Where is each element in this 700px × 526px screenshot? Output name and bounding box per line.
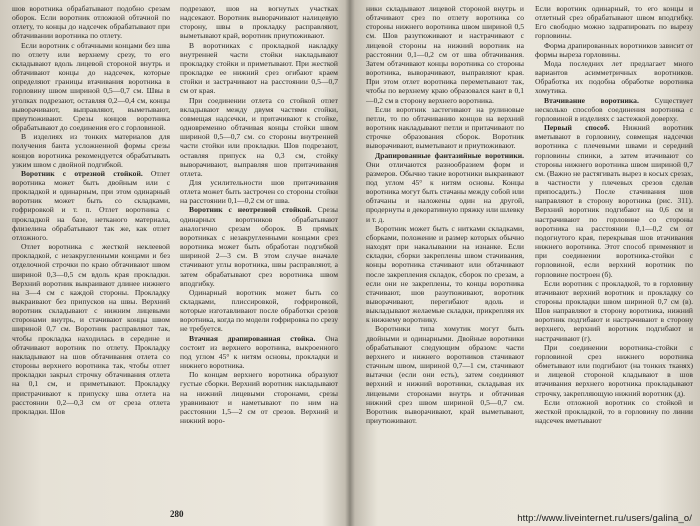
section-heading: Втачная драпированная стойка. xyxy=(189,333,316,343)
paragraph-text: Срезы одинарных воротников обрабатывают аналогично срезам оборок. В прямых воротниках с незакругленными концами срез воротника может быть обработан подгибкой шириной 2—3 см. В этом случае вначале стачивают углы воротника, швы расправляют, а затем обрабатывают срез воротника швом вподгибку. xyxy=(180,205,338,288)
paragraph: Если воротник с прокладкой, то в горловину втачивают верхний воротник и прокладку со стороны прокладки швом шириной 0,7 см (в). Шов направляют в сторону воротника, нижний воротник подгибают и настрачивают в сторону верхнего, верхний воротник подгибают и настрачивают (г). xyxy=(535,278,693,343)
source-watermark: http://www.liveinternet.ru/users/galina_o/ xyxy=(517,513,692,524)
paragraph: подрезают, шов на вогнутых участках надсекают. Воротник выворачивают налицевую сторону, швы в прокладку расправляют, выметывают край, воротник приутюживают. xyxy=(180,4,338,41)
paragraph xyxy=(535,96,693,123)
section-heading: Воротник с отрезной стойкой. xyxy=(21,168,143,178)
section-heading: Воротник с неотрезной стойкой. xyxy=(189,205,312,215)
paragraph xyxy=(366,151,524,224)
right-page-column-2 xyxy=(535,4,693,510)
paragraph: В изделиях из тонких материалов для получения банта усложненной формы срезы концов воротника рекомендуется обрабатывать узким швом с двойной подгибкой. xyxy=(12,132,170,169)
paragraph: Отлет воротника с жесткой неклеевой прокладкой, с незакругленными концами и без отделочной строчки по краю обтачивают швом шириной 0,3—0,5 см вдоль края прокладки. Верхний воротник выкраивают длинее нижнего на 3—4 см с каждой стороны. Прокладку выкраивают без припусков на швы. Верхний воротник складывают с нижним лицевыми сторонами внутрь, и стачивают концы швом шириной 0,7 см. Воротник расправляют так, чтобы прокладка находилась в середине и обтачивают воротник по отлету. Прокладку накладывают на шов обтачивания отлета со стороны верхнего воротника так, чтобы отлет прокладки закрыл строчку обтачивания отлета на 0,1 см, и приметывают. Прокладку пристрачивают к припуску шва отлета на расстоянии 0,2—0,3 см от среза отлета прокладки. Шов xyxy=(12,242,170,416)
paragraph-text: Существует несколько способов соединения воротника с горловиной в изделиях с застежкой доверху. xyxy=(535,95,693,123)
paragraph: При соединении воротника-стойки с горловиной срез нижнего воротника обметывают или подгибают (на тонких тканях) и лицевой стороной кладывают в шов втачивания верхнего воротника прокладывают строчку, закрепляющую нижний воротник (д). xyxy=(535,342,693,398)
paragraph: По концам верхнего воротника образуют густые сборки. Верхний воротник накладывают на нижний лицевыми сторонами, срезы уравнивают и наметывают по ним на расстоянии 1,5—2 см от срезов. Верхний и нижний воро- xyxy=(180,370,338,426)
left-page xyxy=(0,0,348,526)
paragraph: Если воротник с обтачными концами без шва по отлету или верхнему срезу, то его складывают вдоль лицевой стороной внутрь и обтачивают концы до надсечек, которые определяют границы втачивания воротника в горловину швом шириной 0,5—0,7 см. Швы в уголках подрезают, оставляя 0,2—0,4 см, концы выворачивают, выправляют, выметывают, приутюживают. Срезы концов воротника обрабатывают до соединения его с горловиной. xyxy=(12,40,170,133)
paragraph: Для усилительности шов притачивания отлета может быть застрочен со стороны стойки на расстоянии 0,1—0,2 см от шва. xyxy=(180,177,338,206)
paragraph: ники складывают лицевой стороной внутрь и обтачивают срез по отлету воротника со стороны нижнего воротника швом шириной 0,5 см. Шов разутюживают и настрачивают с лицевой стороны на нижний воротник на расстоянии 0,1—0,2 см от шва обтачивания. Затем обтачивают концы воротника со стороны воротника, выворачивают, выправляют края. При этом отлет воротника переметывают так, чтобы по верхнему краю образовался кант в 0,1—0,2 см в сторону верхнего воротника. xyxy=(366,4,524,105)
paragraph-text: Она состоит из верхнего воротника, выкроенного под углом 45° к нитям основы, прокладки и нижнего воротника. xyxy=(180,333,338,371)
paragraph: Если воротник одинарный, то его концы и отлетный срез обрабатывают швом вподгибку. Его свободно можно задрапировать по вырезу горловины. xyxy=(535,4,693,41)
paragraph xyxy=(180,334,338,371)
section-heading: Втачивание воротника. xyxy=(544,95,639,105)
page-number: 280 xyxy=(170,509,184,519)
paragraph-text: Отлет воротника может быть двойным или с прокладкой и одинарным, при этом одинарный воротник может быть со складками, гофрировкой и т. п. Отлет воротника с прокладкой на базе, нетканого материала, флизелина обрабатывают так же, как отлет отложного. xyxy=(12,168,170,242)
paragraph: Воротники типа хомутик могут быть двойными и одинарными. Двойные воротники обрабатывают следующим образом: части верхнего и нижнего воротников стачивают стачным швом, шириной 0,7—1 см, стачивают вытачки (если они есть), затем соединяют верхний и нижний воротники, складывая их лицевыми сторонами внутрь и обтачивая нижний срез швом шириной 0,5—0,7 см. Воротник выворачивают, край выметывают, приутюживают. xyxy=(366,324,524,426)
right-page-column-1 xyxy=(366,4,524,510)
paragraph-text: Они отличаются разнообразием форм и размеров. Обычно такие воротники выкраивают под углом 45° к нитям основы. Концы воротника могут быть стачаны между собой или обтачаны и наложены один на другой, продернуты в декоративную пряжку или шлевку и т. д. xyxy=(366,159,524,224)
left-page-column-1 xyxy=(12,4,170,510)
paragraph: шов воротника обрабатывают подобно срезам оборок. Если воротник отложной обтачной по отлету, то концы до надсечек обрабатывают при обтачивании воротника по отлету. xyxy=(12,4,170,41)
paragraph: Если отложной воротник со стойкой и жесткой прокладкой, то в горловину по линии надсечек вметывают xyxy=(535,397,693,426)
paragraph-text: Нижний воротник вметывают в горловину, совмещая надсечки воротника с плечевыми швами и середний горловины спинки, а затем втачивают со стороны нижнего воротника швом шириной 0,7 см. (Важно не растягивать вырез в косых срезах, в частности у плечевых срезов сделав припосадить.) После стачивания шов направляют в сторону воротника (рис. 311). Верхний воротник подгибают на 0,6 см и настрачивают по горловине со стороны воротника на расстоянии 0,1—0,2 см от подогнутого края, перекрывая шов втачивания нижнего воротника. Этот способ применяют и при соединении воротника-стойки с горловиной, если верхний воротник по горловине построен (б). xyxy=(535,123,693,279)
paragraph: Воротник может быть с нитками складками, сборками, положение и размер которых обычно находят при накалывании на изнанке. Если складки, сборки закреплены швом стачивания, концы воротника стачивают или обтачивают после закрепления складок, сборок по срезам, а если они не закреплены, то концы воротника стачивают, шов разутюживают, воротник выворачивают, перегибают вдоль и выкладывают желаемые складки, прикрепляя их к нижнему воротнику. xyxy=(366,223,524,325)
paragraph xyxy=(180,205,338,287)
section-heading: Драпированные фантазийные воротники. xyxy=(375,150,524,160)
paragraph xyxy=(535,123,693,279)
paragraph: Мода последних лет предлагает много вариантов асимметричных воротников. Обработка их подобна обработке воротника хомутика. xyxy=(535,58,693,96)
paragraph: Одинарный воротник может быть со складками, плиссировкой, гофрировкой, которые изготавливают после обработки срезов воротника, когда по модели гофрировка по срезу не требуется. xyxy=(180,287,338,334)
right-page xyxy=(352,0,700,526)
left-page-column-2 xyxy=(180,4,338,510)
paragraph: В воротниках с прокладкой накладку внутренней части стойки накладывают прокладку стойки и приметывают. При жесткой прокладке ее нижний срез огибают краем стойки и застрачивают на расстоянии 0,5—0,7 см от края. xyxy=(180,40,338,96)
paragraph: При соединении отлета со стойкой отлет вкладывают между двумя частями стойки, совмещая надсечки, и притачивают к стойке, одновременно обтачивая концы стойки швом шириной 0,5—0,7 см. со стороны внутренней части стойки или прокладки. Шов подрезают, оставляя припуск на 0,3 см, стойку выворачивают, выправляя шов притачивания отлета. xyxy=(180,95,338,178)
paragraph xyxy=(12,169,170,242)
section-heading: Первый способ. xyxy=(544,123,610,133)
paragraph: Если воротник застегивают на рулиновые петли, то по обтачиванию концов на верхний воротник накладывают петли и притачивают по строчке образования сборок. Воротник выворачивают, выметывают и приутюживают. xyxy=(366,104,524,151)
paragraph: Форма драпированных воротников зависит от формы выреза горловины. xyxy=(535,40,693,59)
